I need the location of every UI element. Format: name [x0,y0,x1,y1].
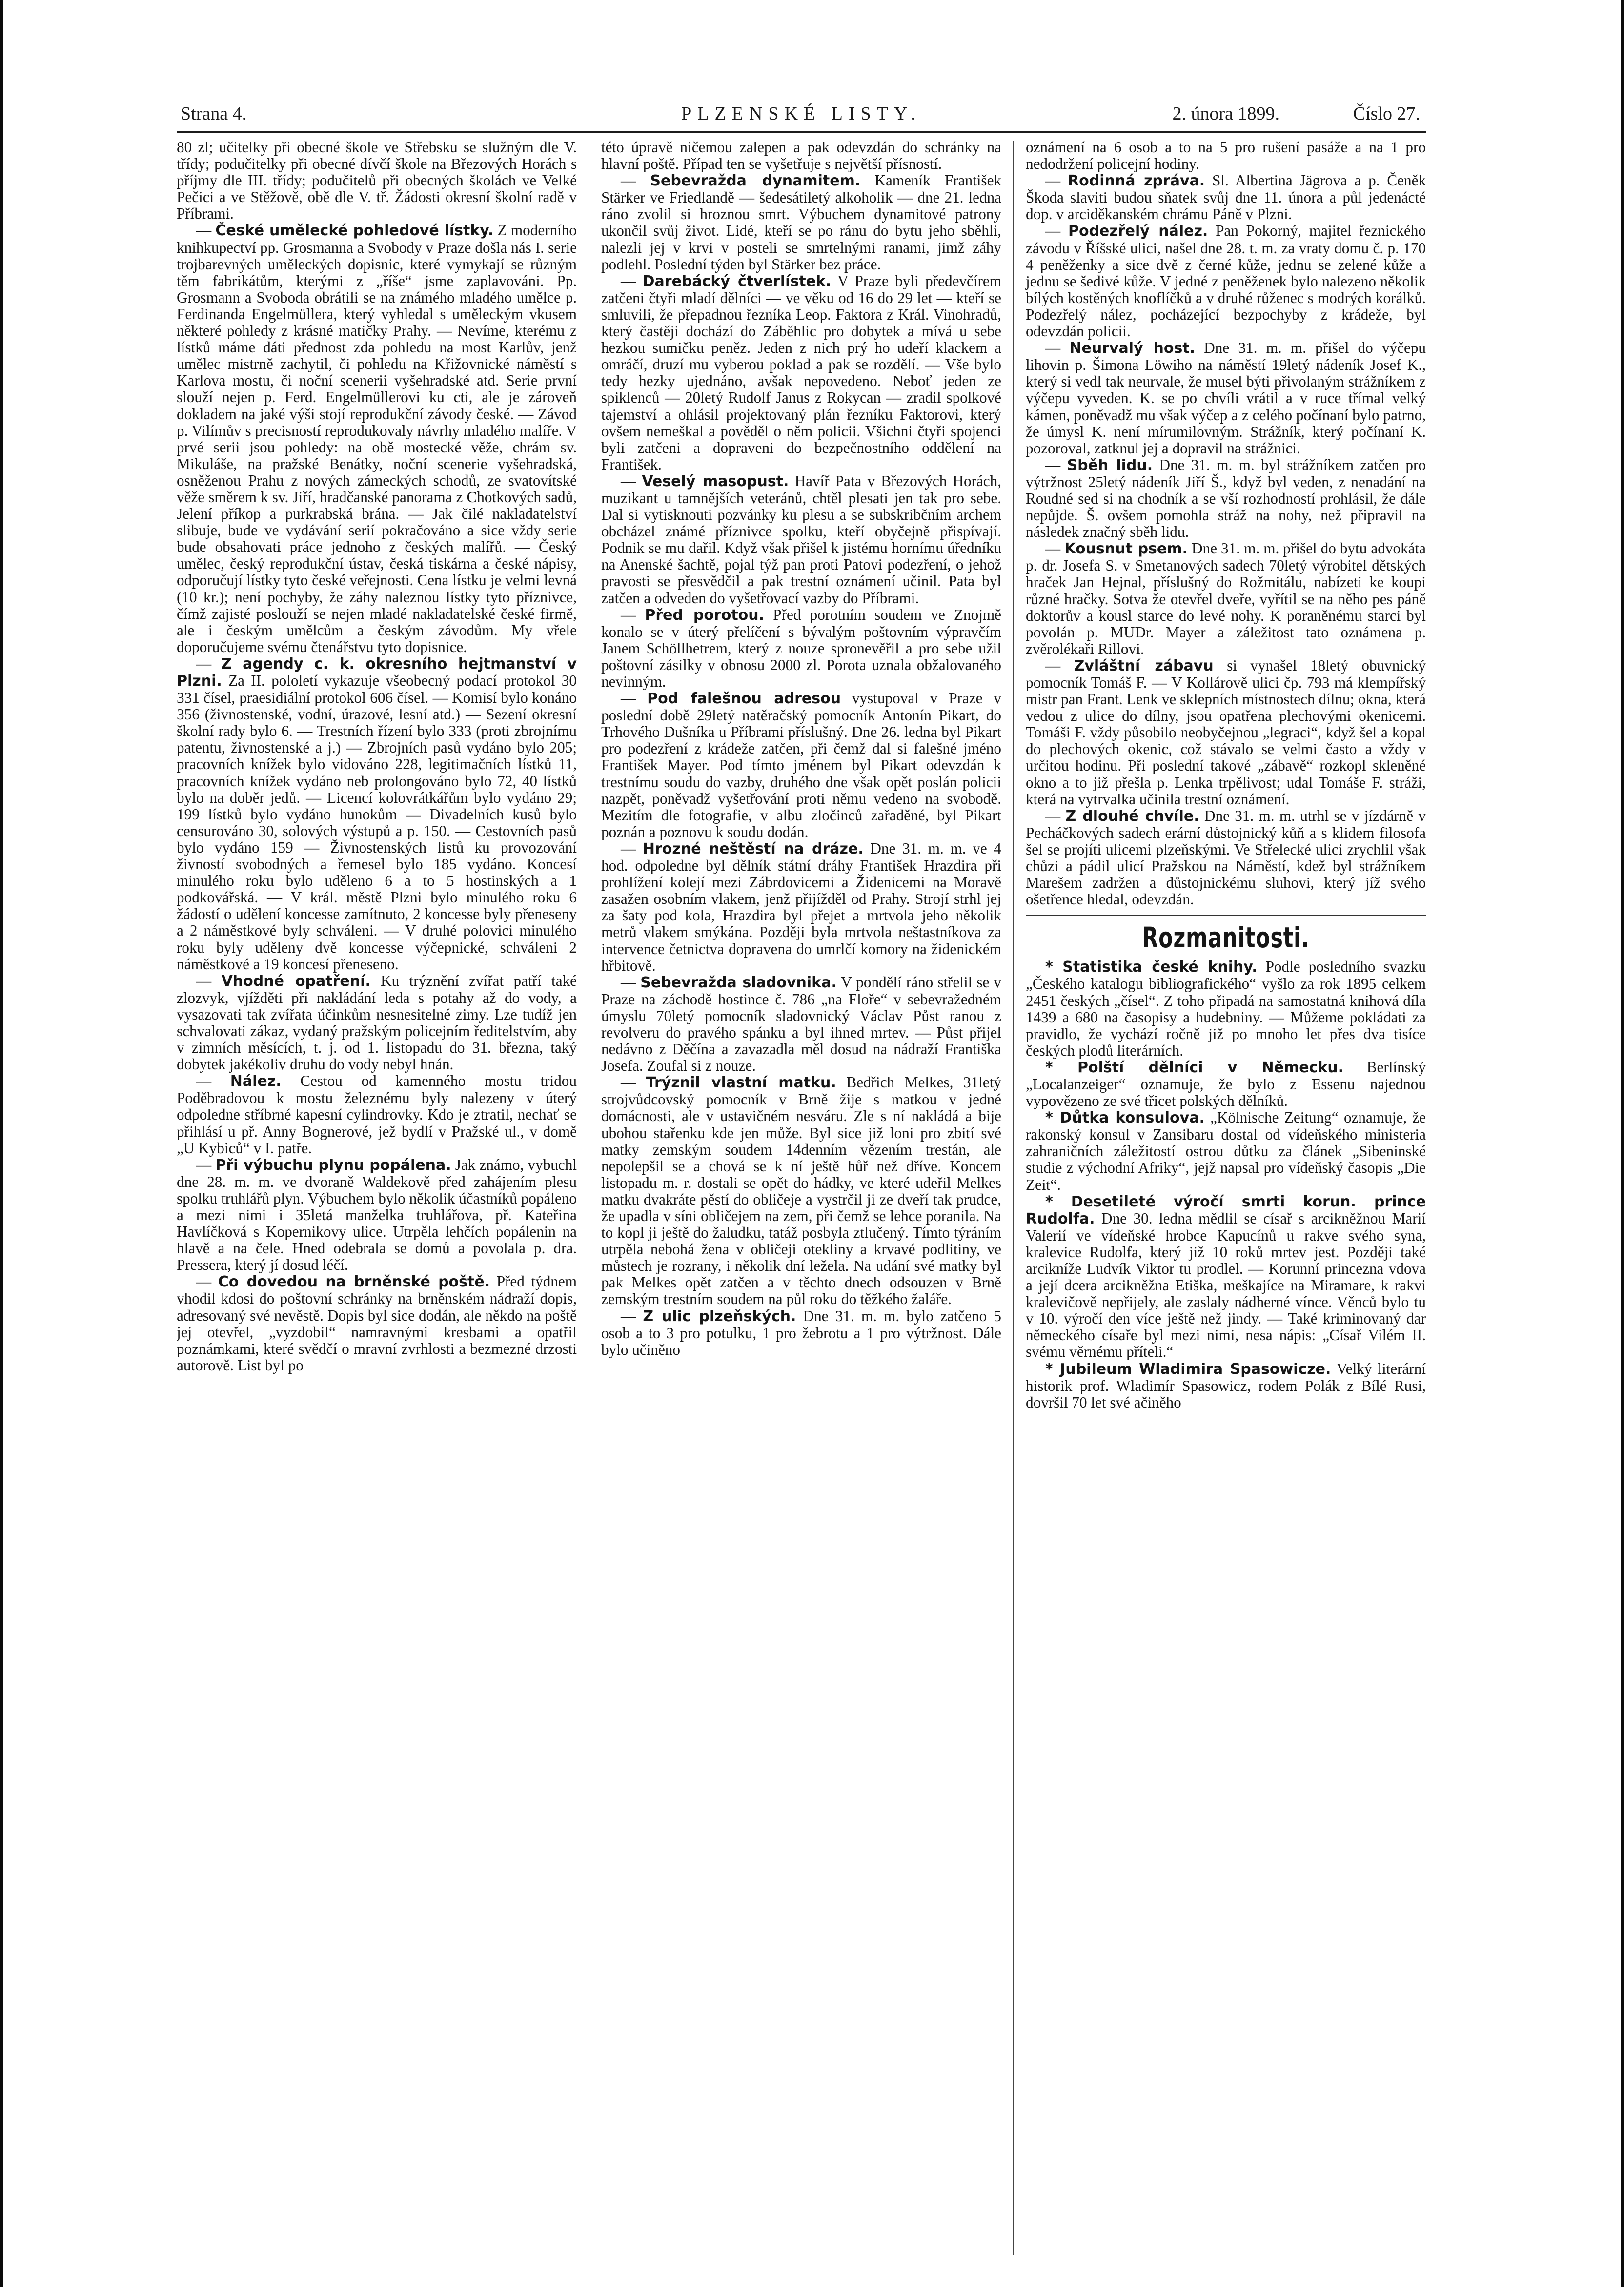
issue-number: Číslo 27. [1353,103,1420,124]
article-heading: Trýznil vlastní matku. [646,1074,836,1092]
column-2 [589,139,1013,2257]
article-paragraph [177,222,577,655]
article-text: Dne 31. m. m. přišel do výčepu lihovin p. Šimona Löwiho na náměstí 19letý nádeník Josef K., který si vedl tak neurvale, že musel býti přivolaným strážníkem z výčepu vyveden. K. se po chvíli vrátil a v ruce třímal velký kámen, poněvadž mu však výčep a z celého počínaní bylo patrno, že úmysl K. není mírumilovným. Strážník, který počínaní K. pozoroval, zatknul jej a dopravil na strážnici. [1026,339,1426,457]
article-text: Podle posledního svazku „Českého katalogu bibliografického“ vyšlo za rok 1895 celkem 2451 českých „čísel“. Z toho připadá na samostatná knihová díla 1439 a 680 na časopisy a hudebniny. — Můžeme pokládati za pravidlo, že vychází ročně již po mnoho let přes dva tisíce českých plodů literárních. [1026,958,1426,1059]
article-heading: * Jubileum Wladimira Spasowicze. [1045,1360,1331,1378]
article-paragraph [601,172,1001,273]
dash: — [621,1074,646,1091]
issue-date: 2. února 1899. [1172,103,1279,124]
article-heading: Vhodné opatření. [221,972,371,990]
article-text: Dne 30. ledna mědlil se císař s arcikněžnou Marií Valerií ve vídeňské hrobce Kapucínů u rakve svého syna, kralevice Rudolfa, který již 10 roků mrtev jest. Později také arcikníže Ludvík Viktor tu prodlel. — Korunní princezna vdova a její dcera arcikněžna Etiška, meškajíce na Miramare, k rakvi kralevičově nepřijely, ale zaslaly nádherné vínce. Věnců bylo tu v 10. výročí den více ještě než jindy. — Také kriminovaný dar německého císaře byl mezi nimi, nesa nápis: „Císař Vilém II. svému věrnému příteli.“ [1026,1209,1426,1361]
article-text: Cestou od kamenného mostu tridou Poděbradovou k mostu železnému byly nalezeny v úterý odpoledne stříbrné kapesní cylindrovky. Kdo je ztratil, nechať se přihlásí u př. Anny Bognerové, jež bydlí v Pražské ul., v domě „U Kybiců“ v I. patře. [177,1072,577,1157]
article-text: Před týdnem vhodil kdosi do poštovní schránky na brněnském nádraží dopis, adresovaný své nevěstě. Dopis byl sice dodán, ale někdo na poště jej otevřel, „vyzdobil“ namravnými kresbami a opatřil poznámkami, které svědčí o mravní zvrhlosti a bezmezné drzosti autorově. List byl po [177,1273,577,1374]
running-head [177,100,1426,128]
article-text: vystupoval v Praze v poslední době 29letý natěračský pomocník Antonín Pikart, do Trhového Dušníka u Příbrami příslušný. Dne 26. ledna byl Pikart pro podezření z krádeže zatčen, při čemž dal si falešné jméno František Mayer. Pod tímto jménem byl Pikart odevzdán k trestnímu soudu do vazby, druhého dne však opět poslán policii nazpět, poněvadž vyšetřování proti němu vedeno na svobodě. Mezitím dle fotografie, v albu zločinců zařaděné, byl Pikart poznán a poznovu k soudu dodán. [601,690,1001,840]
dash: — [1045,339,1070,357]
article-heading: Sebevražda dynamitem. [650,172,861,190]
article-paragraph [1026,172,1426,223]
article-paragraph [601,974,1001,1075]
dash: — [621,272,643,289]
dash: — [621,1307,643,1325]
article-text: Sl. Albertina Jägrova a p. Čeněk Škoda slaviti budou sňatek svůj dne 11. února a půl jedenácté dop. v arciděkanském chrámu Páně v Plzni. [1026,172,1426,223]
article-heading: Veselý masopust. [642,472,789,490]
dash: — [621,690,648,707]
article-heading: Zvláštní zábavu [1074,657,1214,674]
article-heading: * Statistika české knihy. [1045,959,1258,976]
dash: — [1045,456,1067,473]
column-1 [177,139,589,2257]
newspaper-page [177,100,1426,2257]
dash: — [621,973,641,991]
article-heading: * Desetileté výročí smrti korun. prince Rudolfa. [1026,1193,1426,1227]
header-rule [177,131,1426,133]
article-heading: Darebácký čtverlístek. [642,272,832,290]
article-text: Havíř Pata v Březových Horách, muzikant u tamnějších veteránů, chtěl plesati jen tak pro sebe. Dal si vytisknouti pozvánky ku plesu a se subskribčním archem obcházel známé příznivce spolku, kteří obyčejně přispívají. Podnik se mu dařil. Když však přišel k jistému hornímu úředníku na Anenské šachtě, pojal týž pan proti Patovi podezření, o jehož pravosti se přesvědčil a pak trestní oznámení učinil. Pata byl zatčen a odveden do vyšetřovací vazby do Příbrami. [601,472,1002,607]
article-heading: Neurvalý host. [1069,340,1196,357]
dash: — [1045,222,1068,240]
scan-edge-left [0,0,3,2287]
article-paragraph [1026,340,1426,457]
dash: — [196,1273,218,1290]
dash: — [621,606,645,623]
article-heading: Před porotou. [645,606,765,624]
article-paragraph [601,690,1001,840]
article-heading: Z dlouhé chvíle. [1065,807,1199,825]
article-paragraph [1026,457,1426,540]
article-heading: Sběh lidu. [1067,456,1153,474]
column-3 [1014,139,1426,2257]
article-text: Kameník František Stärker ve Friedlandě — šedesátiletý alkoholik — dne 21. ledna ráno zvolil si hroznou smrt. Výbuchem dynamitové patrony ukončil svůj život. Lidé, kteří se po ránu do bytu jeho sběhli, nalezli jej v krvi v posteli se smrtelnými ranami, jimž záhy podlehl. Poslední týden byl Stärker bez práce. [601,172,1002,273]
dash: — [1045,540,1065,557]
article-heading: Z ulic plzeňských. [643,1307,796,1325]
article-text: Ku trýznění zvířat patří také zlozvyk, vjížděti při nakládání leda s potahy až do vody, a vysazovati tak zvířata účinkům nesnesitelné zimy. Lze tudíž jen schvalovati zákaz, vydaný pražským policejním ředitelstvím, aby v zimních měsících, t. j. od 1. listopadu do 31. března, taký dobytek jakékoliv druhu do vody nebyl hnán. [177,972,577,1073]
article-paragraph [1026,540,1426,657]
dash: — [196,1156,216,1173]
article-paragraph [601,607,1001,690]
article-paragraph [1026,139,1426,172]
article-text: Dne 31. m. m. byl strážníkem zatčen pro výtržnost 25letý nádeník Jiří Š., když byl veden, z nenadání na Roudné sed si na chodník a se vší rozhodností prohlásil, že dále nepůjde. Š. ovšem pomohla stráž na nohy, než připravil na následek značný sběh lidu. [1026,456,1426,541]
page-number: Strana 4. [181,103,247,124]
article-heading: Pod falešnou adresou [647,690,841,708]
article-paragraph [1026,1193,1426,1361]
article-text: Za II. pololetí vykazuje všeobecný podací protokol 30 331 čísel, praesidiální protokol 606 čísel. — Komisí bylo konáno 356 (živnostenské, vodní, úrazové, lesní atd.) — Sezení okresní školní rady bylo 6. — Trestních řízení bylo 333 (proti zbrojnímu patentu, živnostenské a j.) — Zbrojních pasů vydáno bylo 205; pracovních knížek bylo vidováno 228, legitimačních lístků 11, pracovních knížek vydáno neb prolongováno bylo 72, 40 lístků bylo na doběr jedů. — Licencí kolovrátkářům bylo vydáno 29; 199 lístků bylo vydáno hunokům — Divadelních kusů bylo censurováno 30, solových výstupů a p. 150. — Cestovních pasů bylo vydáno 159 — Živnostenských listů ku provozování živností svobodných a řemesel bylo 185 vydáno. Koncesí minulého roku bylo uděleno 6 a to 5 hostinských a 1 podkovářská. — V král. městě Plzni bylo minulého roku 6 žádostí o udělení koncesse zamítnuto, 2 koncesse byly přeneseny a 2 náměstkové byly schváleni. — V druhé polovici minulého roku byly uděleny dvě koncesse výčepnické, schváleni 2 náměstkové a 19 koncesí přeneseno. [177,672,577,973]
article-text: této úpravě ničemou zalepen a pak odevzdán do schránky na hlavní poště. Případ ten se vyšetřuje s největší přísností. [601,139,1001,173]
article-text: 80 zl; učitelky při obecné škole ve Střebsku se služným dle V. třídy; podučitelky při obecné dívčí škole na Březových Horách s příjmy dle III. třídy; podučitelů při obecných školách ve Velké Pečici a ve Stěžově, obě dle V. tř. Žádosti okresní školní radě v Příbrami. [177,139,577,223]
article-paragraph [601,473,1001,607]
article-paragraph [1026,657,1426,808]
article-heading: Kousnut psem. [1064,540,1188,558]
article-paragraph [1026,959,1426,1059]
dash: — [621,172,650,189]
article-heading: Z agendy c. k. okresního hejtmanství v Plzni. [177,655,577,690]
dash: — [1045,172,1068,189]
article-paragraph [177,973,577,1073]
article-columns [177,139,1426,2257]
article-heading: * Polští dělníci v Německu. [1045,1059,1344,1076]
article-paragraph [177,1073,577,1156]
section-title: Rozmanitosti. [1142,921,1310,955]
article-paragraph [177,655,577,973]
article-text: Dne 31. m. m. ve 4 hod. odpoledne byl dělník státní dráhy František Hrazdira při prohlížení kolejí mezi Zábrdovicemi a Židenicemi na Moravě zasažen osobním vlakem, jenž přijížděl od Prahy. Strojí strhl jej za šaty pod kola, Hrazdira byl přejet a mrtvola jeho několik metrů vlakem smýkána. Později byla mrtvola neštastníkova za intervence četnictva dopravena do umrlčí komory na židenickém hřbitově. [601,839,1002,974]
article-text: si vynašel 18letý obuvnický pomocník Tomáš F. — V Kollárově ulici čp. 793 má klempířský mistr pan Frant. Lenk ve sklepních místnostech dílnu; okna, která vedou z ulice do dílny, jsou opatřena plechovými okenicemi. Tomáši F. vždy působilo neobyčejnou „legraci“, když šel a kopal do plechových okenic, což stávalo se velmi často a vždy v určitou hodinu. Při poslední takové „zábavě“ rozkopl skleněné okno a to již přešla p. Lenka trpělivost; udal Tomáše F. stráži, která na vytrvalka učinila trestní oznámení. [1026,656,1426,808]
article-text: Berlínský „Localanzeiger“ oznamuje, že bylo z Essenu najednou vypovězeno ze své třicet polských dělníků. [1026,1058,1426,1110]
article-paragraph [1026,1361,1426,1411]
article-paragraph [1026,1059,1426,1109]
section-rule [1026,915,1426,916]
article-text: Dne 31. m. m. bylo zatčeno 5 osob a to 3 pro potulku, 1 pro žebrotu a 1 pro výtržnost. Dále bylo učiněno [601,1307,1002,1358]
article-text: Z moderního knihkupectví pp. Grosmanna a Svobody v Praze došla nás I. serie trojbarevných uměleckých dopisnic, které vymykají se různým těm fabrikátům, kterými z „říše“ jsme zaplavováni. Pp. Grosmann a Svoboda obrátili se na známého mladého umělce p. Ferdinanda Engelmüllera, který vyhledal s uměleckým vkusem některé pohledy z krásné matičky Prahy. — Nevíme, kterému z lístků máme dáti přednost zda pohledu na most Karlův, jenž umělec mistrně zachytil, či pohledu na Křižovnické náměstí s Karlova mostu, či noční scenerii vyšehradské atd. Serie první slouží nejen p. Ferd. Engelmüllerovi ku cti, ale je zároveň dokladem na jaké výši stojí reprodukční závody české. — Závod p. Vilímův s precisností reprodukovaly návrhy mladého malíře. V prvé serii jsou pohledy: na obě mostecké věže, chrám sv. Mikuláše, na pražské Benátky, noční scenerie vyšehradská, osněženou Prahu z nových zámeckých schodů, ze svatovítské věže směrem k sv. Jiří, hradčanské panorama z Chotkových sadů, Jelení příkop a purkrabská brána. — Jak čilé nakladatelství slibuje, bude ve vydávání serií pokračováno a sice vždy serie bude obsahovati práce jednoho z českých malířů. — Český umělec, český reprodukční ústav, česká tiskárna a české nápisy, odporučují lístky tyto české veřejnosti. Cena lístku je velmi levná (10 kr.); není pochyby, že záhy naleznou lístky tyto příznivce, čímž zajisté poslouží se nejen mladé nakladatelské české firmě, ale i českým umělcům a českým závodům. My vřele doporučujeme svému čtenářstvu tyto dopisnice. [177,222,577,655]
masthead-title: PLZENSKÉ LISTY. [681,103,921,124]
article-heading: * Důtka konsulova. [1045,1109,1205,1127]
article-heading: Hrozné neštěstí na dráze. [642,840,864,858]
dash: — [621,839,643,857]
dash: — [621,472,642,490]
article-paragraph [177,1157,577,1274]
article-heading: Rodinná zpráva. [1068,172,1205,190]
article-heading: České umělecké pohledové lístky. [215,222,494,240]
article-paragraph [177,1273,577,1374]
dash: — [1045,807,1066,824]
article-text: Velký literární historik prof. Wladimír Spasowicz, rodem Polák z Bílé Rusi, dovršil 70 let své ačiněho [1026,1360,1426,1411]
article-heading: Při výbuchu plynu popálena. [215,1156,451,1174]
article-heading: Co dovedou na brněnské poště. [218,1273,490,1291]
article-text: Dne 31. m. m. utrhl se v jízdárně v Pecháčkových sadech erární důstojnický kůň a s klidem filosofa šel se projíti ulicemi plzeňskými. Ve Střelecké ulici zrychlil však chůzi a pádil ulicí Pražskou na Náměstí, kdež byl strážníkem Marešem zadržen a důstojnickému sluhovi, který jíž svého ošetřence hledal, odevzdán. [1026,807,1426,908]
article-paragraph [601,1074,1001,1307]
dash: — [1045,656,1074,674]
article-heading: Podezřelý nález. [1068,223,1208,240]
article-paragraph [601,139,1001,172]
article-paragraph [601,1308,1001,1358]
article-paragraph [1026,808,1426,908]
scan-edge-right [1621,0,1624,2287]
article-text: V Praze byli předevčírem zatčeni čtyři mladí dělníci — ve věku od 16 do 29 let — kteří se smluvili, že přepadnou řezníka Leop. Faktora z Král. Vinohradů, který častěji dochází do Záběhlic pro dobytek a mívá u sebe hezkou sumičku peněz. Jeden z nich prý ho udeří klackem a omráčí, druzí mu vyberou poklad a pak se rozdělí. — Vše bylo tedy hezky ujednáno, avšak nepovedeno. Neboť jeden ze spiklenců — 20letý Rudolf Janus z Rokycan — zradil spolkové tajemství a ohlásil projektovaný plán řezníku Faktorovi, který ovšem nemeškal a pověděl o něm policii. Všichni čtyři spojenci byli zatčeni a dopraveni do bezpečnostního oddělení na František. [601,272,1001,473]
article-text: Před porotním soudem ve Znojmě konalo se v úterý přelíčení s bývalým poštovním výpravčím Janem Schöllhetrem, který z nouze spronevěřil a pro sebe užil poštovní zásilky v obnosu 2000 zl. Porota uznala obžalovaného nevinným. [601,606,1002,690]
article-paragraph [601,273,1001,473]
article-text: Jak známo, vybuchl dne 28. m. m. ve dvoraně Waldekově před zahájením plesu spolku truhlářů plyn. Výbuchem bylo několik účastníků popáleno a mezi nimi i 35letá manželka truhlářova, př. Kateřina Havlíčková s Kopernikovy ulice. Utrpěla lehčích popálenin na hlavě a na čele. Hned odebrala se domů a povolala p. dra. Pressera, který jí dosud léčí. [177,1156,577,1274]
article-paragraph [601,840,1001,974]
article-text: „Kölnische Zeitung“ oznamuje, že rakonský konsul v Zansibaru dostal od vídeňského ministeria zahraničních záležitostí ostrou důtku za článek „Sibeninské studie z východní Afriky“, jejž napsal pro vídeňský časopis „Die Zeit“. [1026,1109,1426,1193]
dash: — [196,222,216,239]
article-text: V pondělí ráno střelil se v Praze na záchodě hostince č. 786 „na Floře“ v sebevražedném úmyslu 70letý pomocník sladovnický Václav Půst ranou z revolveru do pravého spánku a byl ihned mrtev. — Půst přijel nedávno z Děčína a zavazadla měl dosud na nádraží Františka Josefa. Zoufal si z nouze. [601,973,1002,1075]
article-heading: Sebevražda sladovnika. [640,974,837,991]
article-paragraph [1026,223,1426,340]
article-text: oznámení na 6 osob a to na 5 pro rušení pasáže a na 1 pro nedodržení policejní hodiny. [1026,139,1426,173]
article-text: Pan Pokorný, majitel řeznického závodu v Říšské ulici, našel dne 28. t. m. za vraty domu č. p. 170 4 peněženky a sice dvě z černé kůže, jednu se zelené kůže a jednu se šedivé kůže. V jedné z peněženek bylo nalezeno několik bílých kostěných knoflíčků a v druhé růženec s modrých korálků. Podezřelý nález, pocházející bezpochyby z krádeže, byl odevzdán policii. [1026,222,1426,340]
article-text: Dne 31. m. m. přišel do bytu advokáta p. dr. Josefa S. v Smetanových sadech 70letý výrobitel dětských hraček Jan Hejnal, příslušný do Rožmitálu, nabízeti ke koupi různé hračky. Sotva že otevřel dveře, vyřítil se na něho pes páně doktorův a kousl starce do levé nohy. K poraněnému starci byl povolán p. MUDr. Mayer a záležitost tato oznámena p. zvěrolékaři Rillovi. [1026,540,1426,657]
dash: — [196,1072,230,1090]
article-text: Bedřich Melkes, 31letý strojvůdcovský pomocník v Brně žije s matkou v jedné domácnosti, ale v ustavičném nesváru. Zle s ní nakládá a bije ubohou stařenku kde jen může. Byl sice již loni pro zbití své matky zemským soudem 14denním vězením trestán, ale nepolepšil se a chová se k ní ještě hůř než dříve. Koncem listopadu m. r. dostali se opět do hádky, ve které udeřil Melkes matku dvakráte pěstí do obličeje a vystrčil ji ze dveří tak prudce, že upadla v síni obličejem na zem, při čemž se lehce poranila. Na to kopl ji ještě do žaludku, tatáž posbyla ztlučený. Tímto týráním utrpěla nebohá žena v obličeji otekliny a krvavé podlitiny, ve můstech je rozrany, i několik dní ležela. Na udání své matky byl pak Melkes opět zatčen a v těchto dnech odsouzen v Brně zemským trestním soudem na půl roku do těžkého žaláře. [601,1074,1001,1308]
dash: — [196,972,222,989]
article-paragraph [1026,1109,1426,1193]
article-paragraph [177,139,577,222]
dash: — [196,654,221,672]
article-heading: Nález. [230,1073,282,1090]
